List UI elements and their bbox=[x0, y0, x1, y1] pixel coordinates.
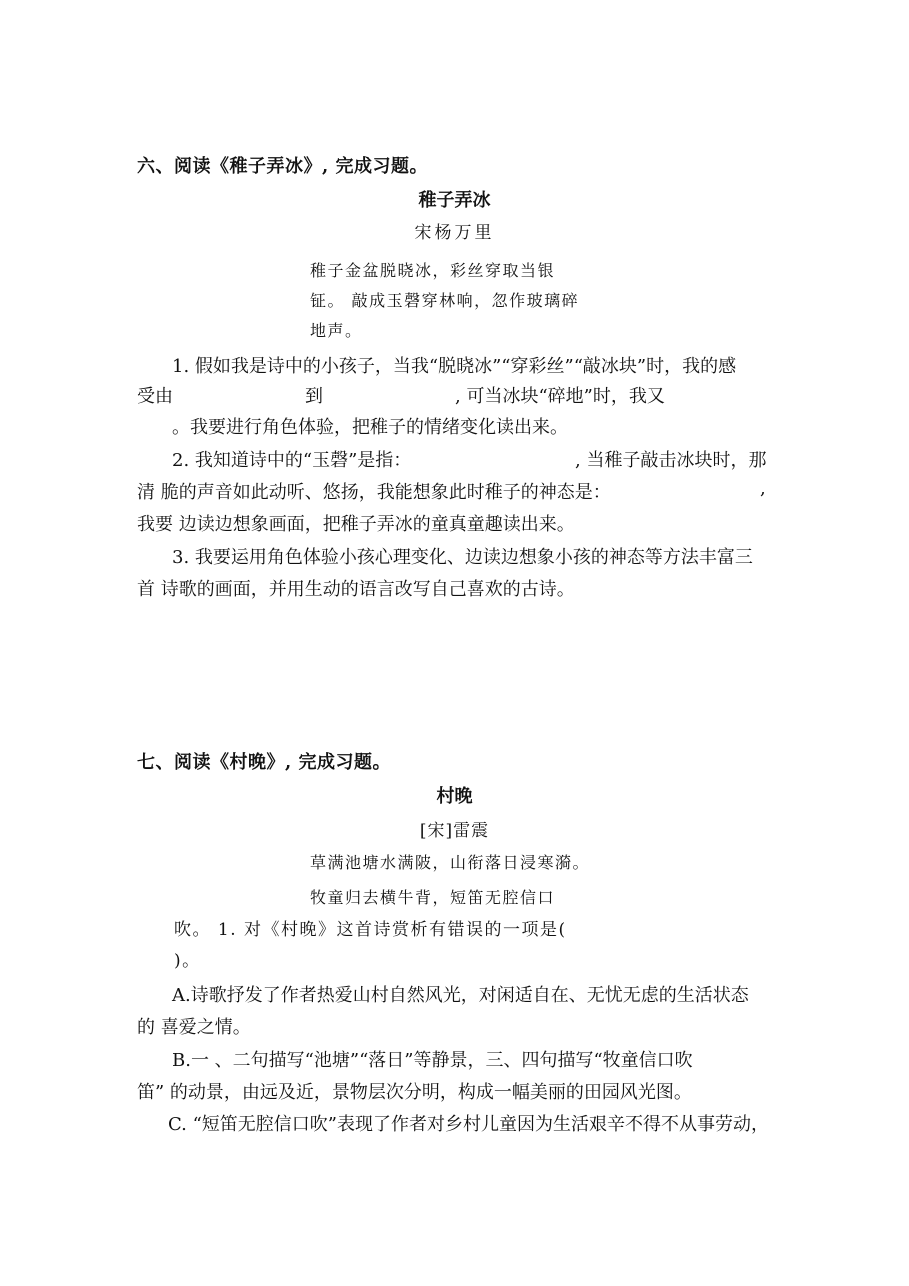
section7-option-b-line-1: B.一 、二句描写“池塘”“落日”等静景，三、四句描写“牧童信口吹 bbox=[172, 1050, 693, 1071]
section6-poem-line-1: 稚子金盆脱晓冰，彩丝穿取当银 bbox=[310, 261, 556, 280]
section6-q2-line-2a: 清 脆的声音如此动听、悠扬，我能想象此时稚子的神态是： bbox=[137, 482, 611, 503]
section6-q2-line-1b: , 当稚子敲击冰块时，那 bbox=[575, 450, 767, 471]
section7-q1-line-1: 吹。 1. 对《村晚》这首诗赏析有错误的一项是( bbox=[174, 920, 567, 940]
section6-q2-line-1a: 2. 我知道诗中的“玉磬”是指： bbox=[172, 450, 412, 471]
section6-q2-line-3: 我要 边读边想象画面，把稚子弄冰的童真童趣读出来。 bbox=[137, 514, 575, 535]
section6-q3-line-1: 3. 我要运用角色体验小孩心理变化、边读边想象小孩的神态等方法丰富三 bbox=[172, 547, 753, 568]
section7-poem-title: 村晚 bbox=[436, 786, 473, 807]
section7-q1-line-2: )。 bbox=[174, 951, 201, 971]
section7-heading: 七、阅读《村晚》, 完成习题。 bbox=[137, 752, 392, 773]
section6-q1-line-1: 1. 假如我是诗中的小孩子，当我“脱晓冰”“穿彩丝”“敲冰块”时，我的感 bbox=[172, 356, 737, 377]
section6-poem-author: 宋杨万里 bbox=[414, 223, 495, 243]
section6-poem-title: 稚子弄冰 bbox=[418, 190, 491, 211]
section7-poem-author: [宋]雷震 bbox=[419, 821, 490, 841]
section6-q1-line-3: 。我要进行角色体验，把稚子的情绪变化读出来。 bbox=[172, 417, 568, 438]
section6-q3-line-2: 首 诗歌的画面，并用生动的语言改写自己喜欢的古诗。 bbox=[137, 579, 575, 600]
section6-q1-line-2c: , 可当冰块“碎地”时，我又 bbox=[455, 386, 665, 407]
section7-option-a-line-1: A.诗歌抒发了作者热爱山村自然风光，对闲适自在、无忧无虑的生活状态 bbox=[172, 985, 749, 1006]
section6-q1-line-2a: 受由 bbox=[137, 386, 173, 407]
section7-poem-line-1: 草满池塘水满陂，山衔落日浸寒漪。 bbox=[310, 853, 591, 872]
section7-option-c-line-1: C. “短笛无腔信口吹”表现了作者对乡村儿童因为生活艰辛不得不从事劳动， bbox=[168, 1114, 769, 1135]
section7-poem-line-2: 牧童归去横牛背，短笛无腔信口 bbox=[310, 888, 556, 907]
section6-q2-line-2b: , bbox=[760, 478, 766, 499]
section6-poem-line-3: 地声。 bbox=[310, 321, 363, 340]
section6-poem-line-2: 钲。 敲成玉磬穿林响，忽作玻璃碎 bbox=[310, 291, 580, 310]
section7-option-a-line-2: 的 喜爱之情。 bbox=[137, 1017, 251, 1038]
section7-option-b-line-2: 笛” 的动景，由远及近，景物层次分明，构成一幅美丽的田园风光图。 bbox=[137, 1082, 692, 1103]
section6-q1-line-2b: 到 bbox=[305, 386, 323, 407]
section6-heading: 六、阅读《稚子弄冰》, 完成习题。 bbox=[137, 156, 429, 177]
